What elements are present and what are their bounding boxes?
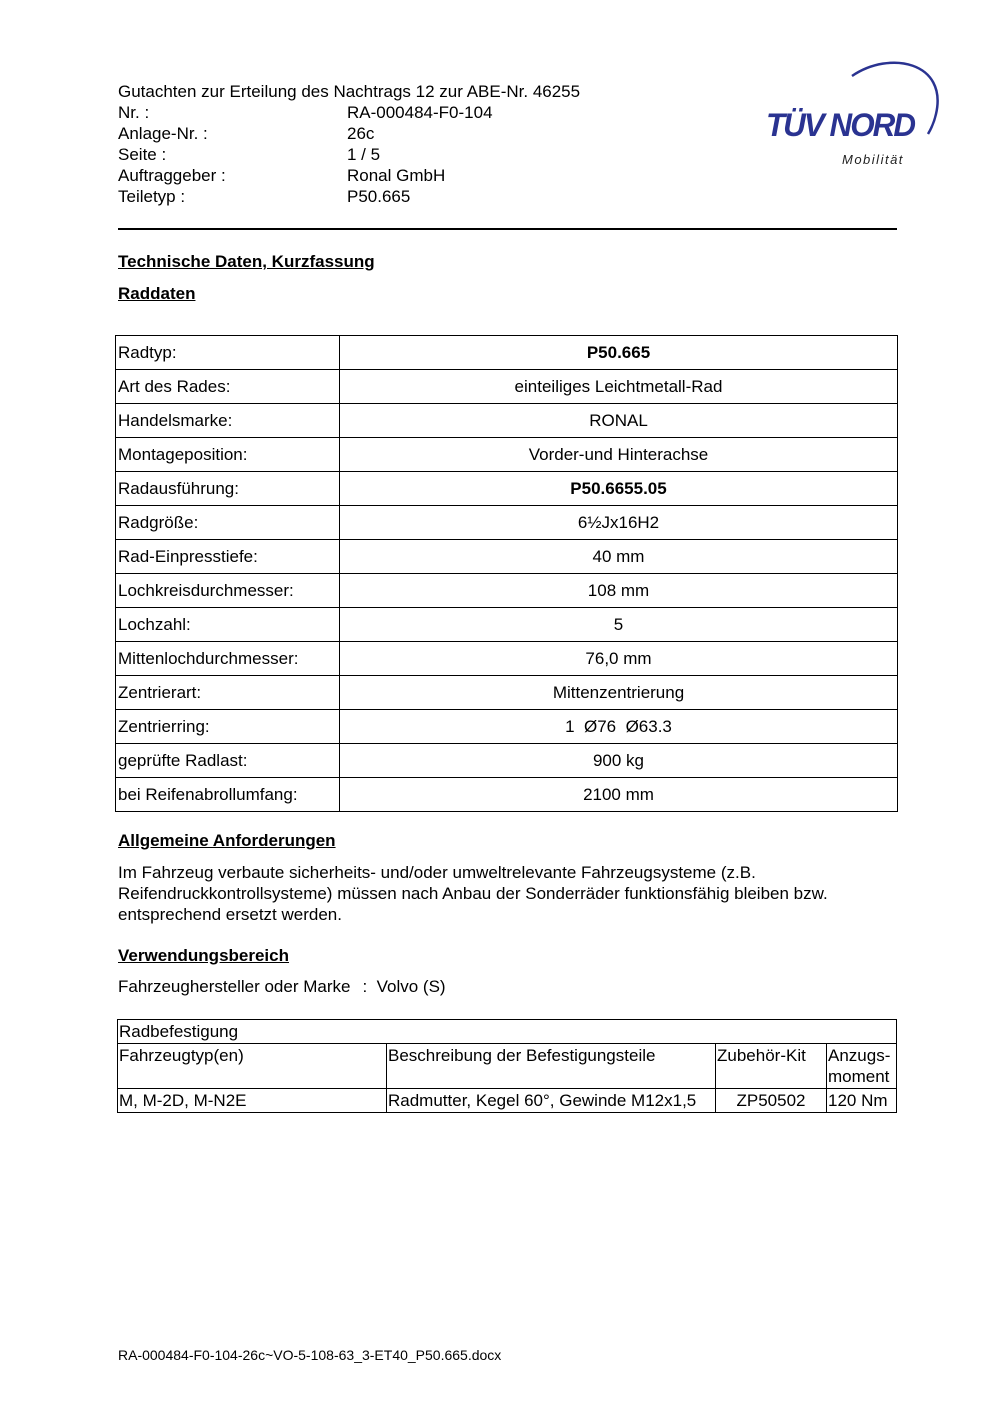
col-header-description: Beschreibung der Befestigungsteile [387, 1044, 716, 1089]
mounting-table [117, 1019, 897, 1113]
cell-torque: 120 Nm [827, 1089, 897, 1113]
header-row-teiletyp: Teiletyp : P50.665 [118, 187, 411, 206]
row-value: 900 kg [340, 744, 898, 778]
usage-line [118, 977, 446, 997]
row-label: Lochkreisdurchmesser: [116, 574, 340, 608]
row-label: bei Reifenabrollumfang: [116, 778, 340, 812]
row-value: Mittenzentrierung [340, 676, 898, 710]
row-value: RONAL [340, 404, 898, 438]
table-row [118, 1020, 897, 1044]
table-row [116, 540, 898, 574]
row-label: Zentrierart: [116, 676, 340, 710]
header-row-anlage: Anlage-Nr. : 26c [118, 124, 375, 143]
row-label: Radtyp: [116, 336, 340, 370]
row-value: P50.6655.05 [340, 472, 898, 506]
table-row [116, 676, 898, 710]
row-label: Montageposition: [116, 438, 340, 472]
table-row [116, 710, 898, 744]
table-row [116, 574, 898, 608]
col-header-kit: Zubehör-Kit [716, 1044, 827, 1089]
table-header-row [118, 1044, 897, 1089]
mounting-title: Radbefestigung [118, 1020, 897, 1044]
table-row [116, 370, 898, 404]
row-label: Lochzahl: [116, 608, 340, 642]
section-heading-allgemein: Allgemeine Anforderungen [118, 831, 336, 850]
header-row-seite: Seite : 1 / 5 [118, 145, 381, 164]
table-row [116, 608, 898, 642]
row-value: 2100 mm [340, 778, 898, 812]
row-label: Art des Rades: [116, 370, 340, 404]
table-row [116, 404, 898, 438]
row-label: Radgröße: [116, 506, 340, 540]
col-header-types: Fahrzeugtyp(en) [118, 1044, 387, 1089]
table-row [118, 1089, 897, 1113]
col-header-torque: Anzugs-moment [827, 1044, 897, 1089]
row-label: Zentrierring: [116, 710, 340, 744]
logo-sub-text: Mobilität [842, 152, 904, 167]
wheel-data-table [115, 335, 898, 812]
table-row [116, 506, 898, 540]
header-row-auftraggeber: Auftraggeber : Ronal GmbH [118, 166, 446, 185]
cell-types: M, M-2D, M-N2E [118, 1089, 387, 1113]
row-value: 1 Ø76 Ø63.3 [340, 710, 898, 744]
row-value: 108 mm [340, 574, 898, 608]
report-title: Gutachten zur Erteilung des Nachtrags 12 zur ABE-Nr. 46255 [118, 82, 581, 101]
row-value: Vorder-und Hinterachse [340, 438, 898, 472]
usage-value: : Volvo (S) [362, 977, 446, 996]
row-value: 76,0 mm [340, 642, 898, 676]
document-header [118, 81, 580, 207]
table-row [116, 438, 898, 472]
table-row [116, 744, 898, 778]
usage-label: Fahrzeughersteller oder Marke [118, 977, 351, 996]
table-row [116, 778, 898, 812]
document-footer: RA-000484-F0-104-26c~VO-5-108-63_3-ET40_P50.665.docx [118, 1347, 502, 1363]
row-label: Radausführung: [116, 472, 340, 506]
cell-kit: ZP50502 [716, 1089, 827, 1113]
row-label: Rad-Einpresstiefe: [116, 540, 340, 574]
section-heading-tech: Technische Daten, Kurzfassung [118, 252, 375, 271]
row-value: 40 mm [340, 540, 898, 574]
header-divider [118, 228, 897, 230]
section-heading-raddaten: Raddaten [118, 284, 196, 303]
header-row-nr: Nr. : RA-000484-F0-104 [118, 103, 493, 122]
row-value: 6½Jx16H2 [340, 506, 898, 540]
tuev-nord-logo [760, 58, 940, 170]
row-value: P50.665 [340, 336, 898, 370]
row-label: Mittenlochdurchmesser: [116, 642, 340, 676]
row-value: 5 [340, 608, 898, 642]
table-row [116, 336, 898, 370]
section-heading-verwendung: Verwendungsbereich [118, 946, 289, 965]
general-requirements-text: Im Fahrzeug verbaute sicherheits- und/oder umweltrelevante Fahrzeugsysteme (z.B. Reifendruckkontrollsysteme) müssen nach Anbau der Sonderräder funktionsfähig bleiben bzw. entsprechend ersetzt werden. [118, 863, 828, 924]
table-row [116, 642, 898, 676]
row-label: geprüfte Radlast: [116, 744, 340, 778]
row-label: Handelsmarke: [116, 404, 340, 438]
logo-brand-text: TÜV NORD [766, 107, 916, 143]
table-row [116, 472, 898, 506]
cell-description: Radmutter, Kegel 60°, Gewinde M12x1,5 [387, 1089, 716, 1113]
row-value: einteiliges Leichtmetall-Rad [340, 370, 898, 404]
